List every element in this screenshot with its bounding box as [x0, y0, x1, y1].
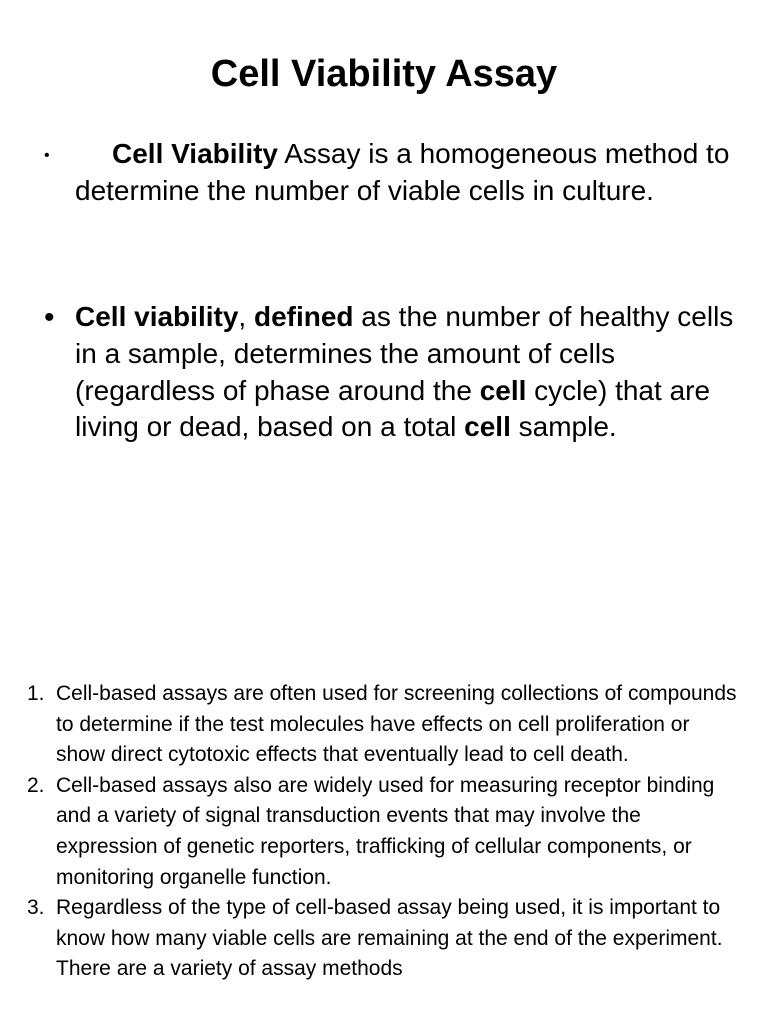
list-item-text: Cell-based assays also are widely used for measuring receptor binding and a variety of signal transduction events that may involve the expression of genetic reporters, trafficking of cellular components, or monitoring organelle function. — [56, 773, 715, 889]
list-item — [20, 771, 740, 893]
bullet-bold-term: cell — [464, 411, 511, 443]
list-number: 1. — [27, 682, 45, 705]
list-number: 2. — [27, 773, 45, 797]
list-item — [20, 679, 740, 771]
list-number: 3. — [27, 896, 45, 920]
list-item — [20, 893, 740, 985]
bullet-marker: • — [44, 147, 50, 164]
bullet-text: sample. — [510, 411, 617, 443]
bullet-marker: • — [44, 301, 55, 334]
bullet-text: cycle) that are living or dead, based on a total — [75, 374, 711, 443]
bullet-item-viability-definition — [75, 299, 755, 446]
bullet-item-assay-definition — [75, 136, 755, 210]
bullet-bold-term: defined — [253, 301, 354, 332]
bullet-bold-term: cell — [479, 374, 527, 406]
bullet-text: as the number of healthy cells in a sample, determines the amount of cells (regardless of phase around the — [75, 301, 734, 406]
list-item-text: Regardless of the type of cell-based assay being used, it is important to know how many viable cells are remaining at the end of the experiment. There are a variety of assay methods — [56, 896, 723, 981]
bullet-text: , — [238, 301, 254, 332]
bullet-bold-term: Cell viability — [75, 301, 239, 332]
bullet-bold-lead: Cell Viability — [112, 138, 278, 169]
bullet-text: Assay is a homogeneous method to determine the number of viable cells in culture. — [75, 138, 730, 206]
slide-title: Cell Viability Assay — [210, 53, 558, 95]
numbered-list — [20, 679, 740, 985]
list-item-text: Cell-based assays are often used for screening collections of compounds to determine if the test molecules have effects on cell proliferation or show direct cytotoxic effects that eventually lead to cell death. — [56, 682, 737, 767]
